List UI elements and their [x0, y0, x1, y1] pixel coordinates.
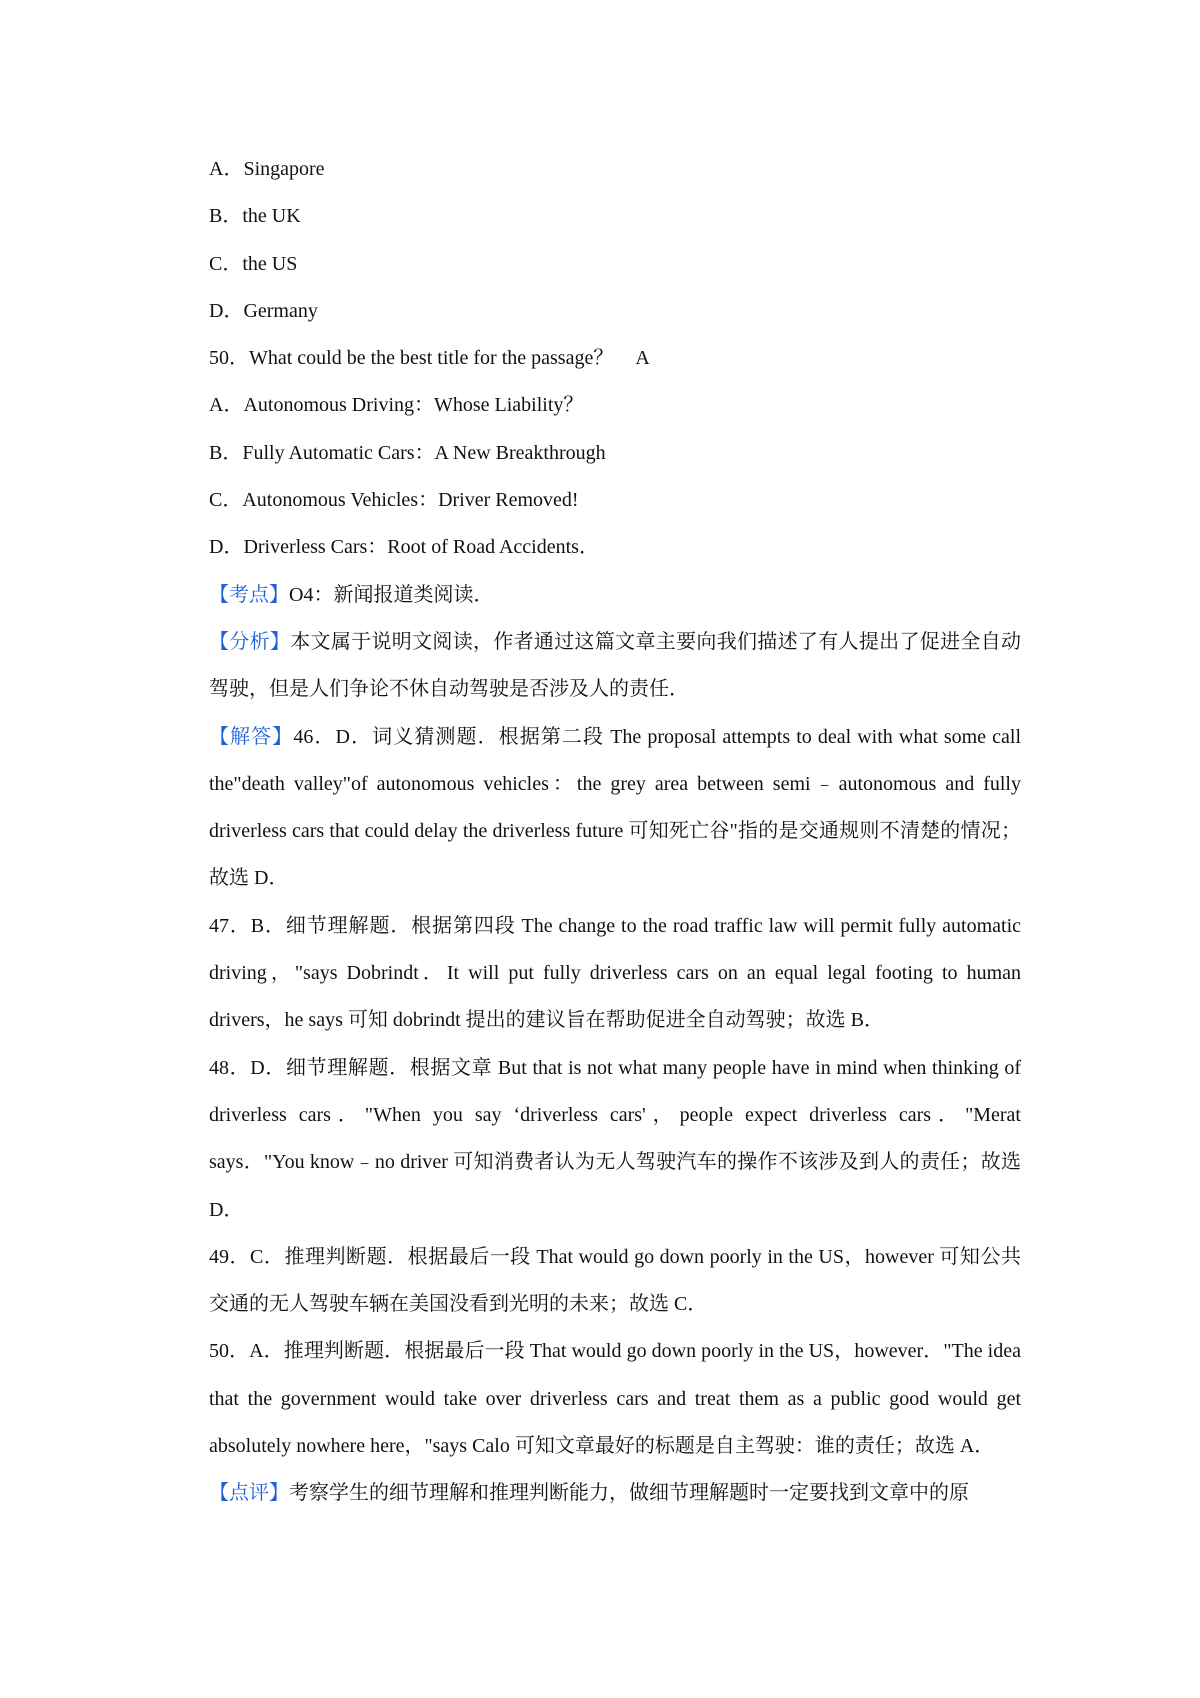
- q49-option-d: D．Germany: [209, 299, 318, 322]
- q50-answer-blank: [613, 335, 669, 382]
- jieda-item-50: 50．A．推理判断题．根据最后一段 That would go down poorly in the US，however．"The idea that the government would take over driverless cars and treat them as a public good would get absolutely nowhere here，"says Calo 可知文章最好的标题是自主驾驶：谁的责任；故选 A．: [209, 1340, 1021, 1458]
- jieda-tag: 【解答】: [209, 725, 294, 748]
- jieda-text-46: 46．D．词义猜测题．根据第二段 The proposal attempts to deal with what some call the"death valley"of autonomous vehicles：the grey area between semi﹣autonomous and fully driverless cars that could delay the driverless future 可知死亡谷"指的是交通规则不清楚的情况；故选 D．: [209, 725, 1022, 890]
- fenxi-text: 本文属于说明文阅读，作者通过这篇文章主要向我们描述了有人提出了促进全自动驾驶，但是人们争论不休自动驾驶是否涉及人的责任．: [209, 630, 1022, 701]
- q50-option-c: C．Autonomous Vehicles：Driver Removed!: [209, 489, 579, 512]
- q50-answer: A: [635, 347, 650, 370]
- q50-option-d: D．Driverless Cars：Root of Road Accidents．: [209, 536, 599, 559]
- kaodian-tag: 【考点】: [209, 583, 289, 606]
- jieda-item-47: 47．B．细节理解题．根据第四段 The change to the road traffic law will permit fully automatic driving，"says Dobrindt．It will put fully driverless cars on an equal legal footing to human drivers，he says 可知 dobrindt 提出的建议旨在帮助促进全自动驾驶；故选 B．: [209, 914, 1021, 1032]
- dianping-text: 考察学生的细节理解和推理判断能力，做细节理解题时一定要找到文章中的原: [289, 1482, 969, 1505]
- q50-option-a: A．Autonomous Driving：Whose Liability？: [209, 394, 584, 417]
- q50-stem: 50．What could be the best title for the passage？: [209, 347, 614, 370]
- q49-option-c: C．the US: [209, 252, 298, 275]
- dianping-tag: 【点评】: [209, 1482, 289, 1505]
- q49-option-a: A．Singapore: [209, 158, 325, 180]
- dianping-section: [209, 1470, 1021, 1517]
- kaodian-text: O4：新闻报道类阅读．: [289, 583, 494, 606]
- q50-option-b: B．Fully Automatic Cars：A New Breakthrough: [209, 441, 606, 464]
- kaodian-section: [209, 572, 1021, 619]
- q50-question: [209, 335, 1021, 382]
- document-page: [209, 146, 1021, 1518]
- jieda-item-48: 48．D．细节理解题．根据文章 But that is not what many people have in mind when thinking of driverless cars．"When you say ‘driverless cars'，people expect driverless cars．"Merat says．"You know﹣no driver 可知消费者认为无人驾驶汽车的操作不该涉及到人的责任；故选 D．: [209, 1056, 1021, 1221]
- jieda-item-49: 49．C．推理判断题．根据最后一段 That would go down poorly in the US，however 可知公共交通的无人驾驶车辆在美国没看到光明的未来；故选 C．: [209, 1245, 1021, 1316]
- fenxi-tag: 【分析】: [209, 630, 291, 653]
- fenxi-section: [209, 619, 1021, 714]
- q49-option-b: B．the UK: [209, 205, 301, 228]
- jieda-item-46: [209, 714, 1021, 903]
